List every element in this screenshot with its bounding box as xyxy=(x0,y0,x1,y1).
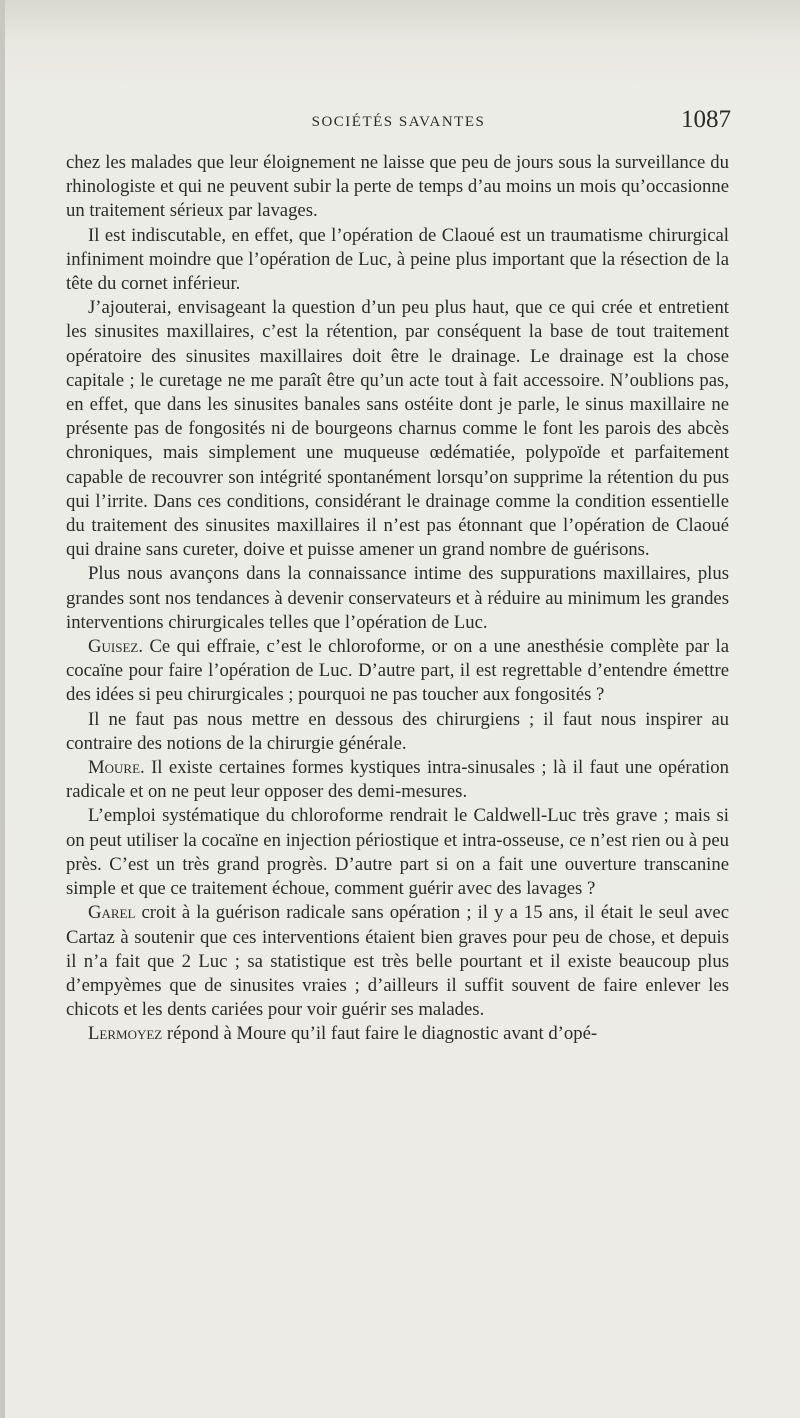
paragraph-text: croit à la guérison radicale sans opération ; il y a 15 ans, il était le seul avec Cartaz à soutenir que ces interventions étaient bien graves pour peu de chose, et depuis il n’a fait que 2 Luc ; sa statistique est très belle pourtant et il existe beaucoup plus d’empyèmes que de sinusites vraies ; d’ailleurs il suffit souvent de faire enlever les chicots et les dents cariées pour voir guérir ses malades. xyxy=(66,902,729,1021)
paragraph xyxy=(66,804,729,901)
paragraph-text: Ce qui effraie, c’est le chloroforme, or on a une anesthésie complète par la cocaïne pour faire l’opération de Luc. D’autre part, il est regrettable d’entendre émettre des idées si peu chirurgicales ; pourquoi ne pas toucher aux fongosités ? xyxy=(66,636,729,706)
page-number: 1087 xyxy=(681,106,731,133)
speaker-name: Moure. xyxy=(88,757,145,779)
page-header xyxy=(66,106,731,140)
speaker-name: Garel xyxy=(88,902,136,924)
paragraph xyxy=(66,224,729,297)
paragraph xyxy=(66,562,729,635)
paragraph-text: Il existe certaines formes kystiques intra-sinusales ; là il faut une opération radicale et on ne peut leur opposer des demi-mesures. xyxy=(66,757,729,803)
paragraph xyxy=(66,756,729,804)
speaker-name: Guisez. xyxy=(88,636,143,658)
speaker-name: Lermoyez xyxy=(88,1023,163,1045)
paragraph xyxy=(66,635,729,708)
running-head: SOCIÉTÉS SAVANTES xyxy=(311,114,486,130)
paragraph-text: répond à Moure qu’il faut faire le diagnostic avant d’opé- xyxy=(162,1023,598,1045)
paragraph-text: Plus nous avançons dans la connaissance intime des suppurations maxillaires, plus grandes sont nos tendances à devenir conservateurs et à réduire au minimum les grandes interventions chirurgicales telles que l’opération de Luc. xyxy=(66,563,729,633)
paragraph xyxy=(66,708,729,756)
body-text xyxy=(66,151,729,1047)
paragraph-text: Il est indiscutable, en effet, que l’opération de Claoué est un traumatisme chirurgical infiniment moindre que l’opération de Luc, à peine plus important que la résection de la tête du cornet inférieur. xyxy=(66,224,729,295)
paragraph xyxy=(66,296,729,562)
paragraph xyxy=(66,1022,729,1046)
paragraph-text: Il ne faut pas nous mettre en dessous des chirurgiens ; il faut nous inspirer au contraire des notions de la chirurgie générale. xyxy=(66,708,729,754)
paragraph-text: chez les malades que leur éloignement ne laisse que peu de jours sous la surveillance du rhinologiste et qui ne peuvent subir la perte de temps d’au moins un mois qu’occasionne un traitement sérieux par lavages. xyxy=(66,152,729,222)
paragraph xyxy=(66,901,729,1022)
paragraph-text: L’emploi systématique du chloroforme rendrait le Caldwell-Luc très grave ; mais si on peut utiliser la cocaïne en injection périostique et intra-osseuse, ce n’est rien ou à peu près. C’est un très grand progrès. D’autre part si on a fait une ouverture transcanine simple et que ce traitement échoue, comment guérir avec des lavages ? xyxy=(66,805,729,900)
paragraph-text: J’ajouterai, envisageant la question d’un peu plus haut, que ce qui crée et entretient les sinusites maxillaires, c’est la rétention, par conséquent la base de tout traitement opératoire des sinusites maxillaires doit être le drainage. Le drainage est la chose capitale ; le curetage ne me paraît être qu’un acte tout à fait accessoire. N’oublions pas, en effet, que dans les sinusites banales sans ostéite dont je parle, le sinus maxillaire ne présente pas de fongosités ni de bourgeons charnus comme le font les parois des abcès chroniques, mais simplement une muqueuse œdématiée, polypoïde et parfaitement capable de recouvrer son intégrité spontanément lorsqu’on supprime la rétention du pus qui l’irrite. Dans ces conditions, considérant le drainage comme la condition essentielle du traitement des sinusites maxillaires il n’est pas étonnant que l’opération de Claoué qui draine sans cureter, doive et puisse amener un grand nombre de guérisons. xyxy=(66,297,729,561)
paragraph xyxy=(66,151,729,224)
